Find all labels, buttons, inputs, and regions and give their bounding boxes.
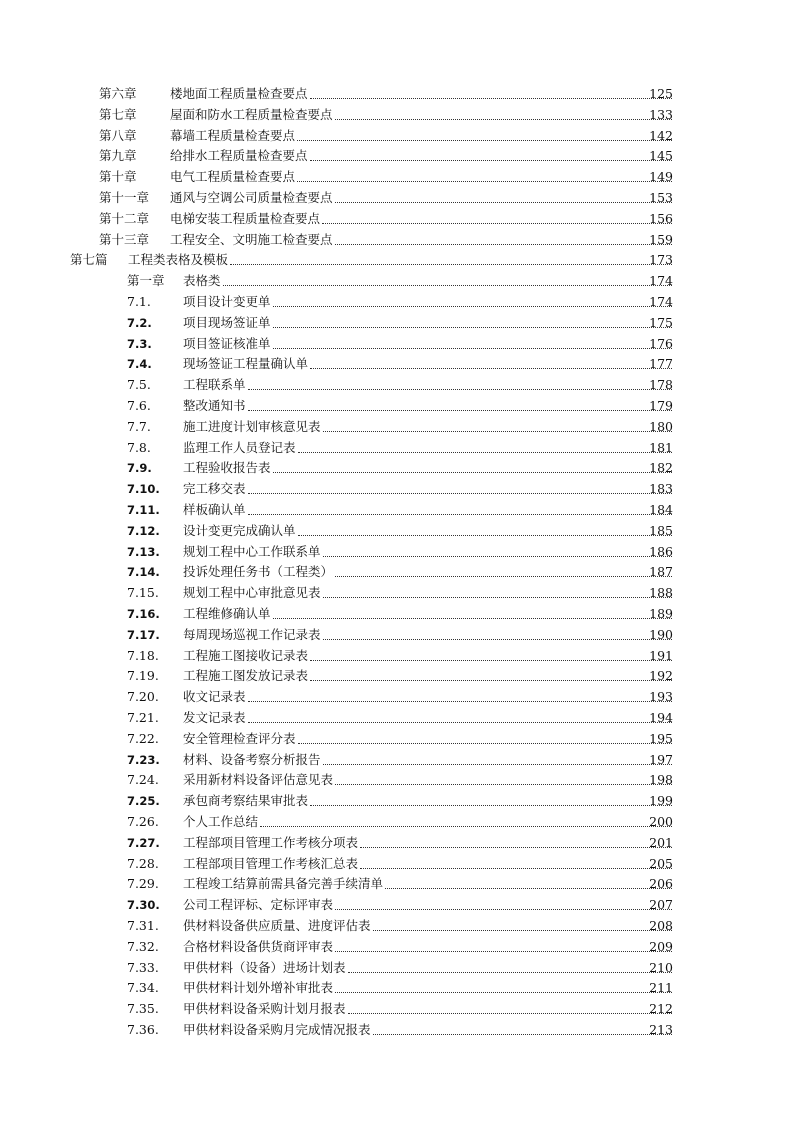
toc-title-line — [183, 440, 672, 456]
toc-row[interactable] — [0, 542, 794, 562]
toc-page-number: 185 — [649, 522, 673, 538]
dot-leader — [373, 1033, 672, 1035]
toc-row[interactable] — [0, 916, 794, 936]
toc-page-number: 198 — [649, 772, 673, 788]
toc-number: 第七章 — [99, 106, 137, 122]
toc-number: 7.13. — [127, 544, 160, 559]
toc-row[interactable] — [0, 521, 794, 541]
toc-title: 监理工作人员登记表 — [183, 439, 296, 455]
toc-title-line — [183, 460, 672, 476]
dot-leader — [230, 263, 672, 265]
toc-number: 7.15. — [127, 585, 159, 601]
toc-title-line — [183, 668, 672, 684]
dot-leader — [260, 825, 672, 827]
toc-title-line — [183, 772, 672, 788]
toc-page-number: 193 — [649, 689, 673, 705]
dot-leader — [310, 679, 672, 681]
toc-row[interactable] — [0, 999, 794, 1019]
dot-leader — [297, 139, 672, 141]
dot-leader — [310, 97, 672, 99]
toc-title-line — [183, 273, 672, 289]
toc-number: 7.19. — [127, 668, 159, 684]
toc-number: 第七篇 — [70, 252, 108, 268]
toc-number: 第六章 — [99, 86, 137, 101]
toc-page-number: 197 — [649, 751, 673, 767]
toc-title-line — [170, 148, 672, 164]
toc-page-number: 213 — [649, 1022, 673, 1037]
toc-title-line — [170, 128, 672, 144]
toc-title: 表格类 — [183, 273, 221, 289]
toc-title-line — [183, 294, 672, 310]
toc-page-number: 159 — [649, 231, 673, 247]
toc-number: 第九章 — [99, 148, 137, 164]
toc-number: 7.29. — [127, 876, 159, 892]
toc-row[interactable] — [0, 105, 794, 125]
toc-number: 7.7. — [127, 418, 151, 434]
toc-number: 7.33. — [127, 959, 159, 975]
toc-title: 工程联系单 — [183, 377, 246, 393]
dot-leader — [323, 763, 672, 765]
toc-number: 7.11. — [127, 503, 160, 517]
toc-number: 7.20. — [127, 689, 159, 705]
toc-page-number: 188 — [649, 585, 673, 601]
toc-page-number: 173 — [649, 252, 673, 268]
toc-number: 7.36. — [127, 1022, 159, 1037]
toc-row[interactable] — [0, 874, 794, 894]
dot-leader — [335, 991, 672, 993]
toc-title: 设计变更完成确认单 — [183, 522, 296, 538]
toc-page-number: 145 — [649, 148, 673, 164]
toc-page-number: 142 — [649, 127, 673, 143]
toc-number: 7.5. — [127, 377, 151, 393]
toc-number: 7.27. — [127, 835, 160, 850]
toc-row[interactable] — [0, 687, 794, 707]
dot-leader — [310, 804, 672, 806]
toc-title: 工程维修确认单 — [183, 606, 271, 621]
toc-row[interactable] — [0, 458, 794, 478]
toc-title-line — [183, 1022, 672, 1038]
toc-row[interactable] — [0, 146, 794, 166]
dot-leader — [248, 721, 672, 723]
toc-title: 甲供材料设备采购计划月报表 — [183, 1001, 346, 1017]
dot-leader — [360, 867, 672, 869]
toc-title-line — [128, 252, 672, 268]
toc-title: 工程施工图接收记录表 — [183, 647, 309, 663]
dot-leader — [360, 846, 672, 848]
dot-leader — [335, 243, 672, 245]
toc-title-line — [183, 315, 672, 331]
toc-number: 7.26. — [127, 814, 159, 829]
toc-title: 楼地面工程质量检查要点 — [170, 86, 308, 101]
dot-leader — [335, 908, 672, 910]
toc-title: 给排水工程质量检查要点 — [170, 148, 308, 164]
toc-title: 工程验收报告表 — [183, 460, 271, 476]
toc-number: 7.18. — [127, 647, 159, 663]
toc-page-number: 194 — [649, 710, 673, 725]
toc-title-line — [183, 585, 672, 601]
toc-row[interactable] — [0, 937, 794, 957]
toc-page-number: 201 — [649, 834, 673, 850]
toc-title: 公司工程评标、定标评审表 — [183, 897, 334, 913]
toc-row[interactable] — [0, 84, 794, 104]
toc-row[interactable] — [0, 188, 794, 208]
toc-page-number: 206 — [649, 876, 673, 892]
dot-leader — [348, 1012, 672, 1014]
toc-page-number: 192 — [649, 668, 673, 684]
dot-leader — [323, 430, 672, 432]
toc-title-line — [183, 835, 672, 851]
toc-title: 项目签证核准单 — [183, 335, 271, 351]
toc-title: 合格材料设备供货商评审表 — [183, 938, 334, 954]
toc-title-line — [183, 523, 672, 539]
toc-title-line — [183, 793, 672, 809]
toc-title-line — [183, 648, 672, 664]
toc-title-line — [170, 232, 672, 248]
dot-leader — [335, 575, 672, 577]
toc-page-number: 174 — [649, 294, 673, 309]
toc-number: 7.28. — [127, 855, 159, 871]
toc-number: 7.31. — [127, 918, 159, 933]
toc-title: 电气工程质量检查要点 — [170, 169, 296, 185]
toc-page-number: 179 — [649, 398, 673, 413]
toc-row[interactable] — [0, 812, 794, 832]
toc-title: 投诉处理任务书（工程类） — [183, 564, 334, 580]
toc-title-line — [183, 502, 672, 518]
toc-title: 采用新材料设备评估意见表 — [183, 772, 334, 788]
toc-row[interactable] — [0, 770, 794, 790]
toc-row[interactable] — [0, 666, 794, 686]
toc-title-line — [183, 856, 672, 872]
dot-leader — [273, 326, 672, 328]
dot-leader — [298, 451, 672, 453]
dot-leader — [310, 159, 672, 161]
toc-title-line — [183, 689, 672, 705]
toc-number: 7.25. — [127, 794, 160, 809]
toc-row[interactable] — [0, 1020, 794, 1040]
toc-row[interactable] — [0, 833, 794, 853]
toc-page-number: 184 — [649, 502, 673, 517]
toc-row[interactable] — [0, 396, 794, 416]
toc-number: 7.35. — [127, 1001, 159, 1017]
toc-page-number: 176 — [649, 335, 673, 351]
toc-title: 甲供材料设备采购月完成情况报表 — [183, 1022, 371, 1037]
toc-title: 工程部项目管理工作考核汇总表 — [183, 855, 359, 871]
toc-title: 材料、设备考察分析报告 — [183, 751, 321, 767]
toc-row[interactable] — [0, 417, 794, 437]
toc-title-line — [183, 939, 672, 955]
dot-leader — [273, 471, 672, 473]
dot-leader — [373, 929, 672, 931]
dot-leader — [248, 492, 672, 494]
dot-leader — [335, 950, 672, 952]
dot-leader — [335, 118, 672, 120]
toc-title-line — [183, 377, 672, 393]
toc-title-line — [183, 1001, 672, 1017]
dot-leader — [323, 638, 672, 640]
toc-number: 7.9. — [127, 461, 152, 476]
toc-title: 现场签证工程量确认单 — [183, 356, 309, 372]
toc-number: 7.16. — [127, 607, 160, 621]
toc-row[interactable] — [0, 334, 794, 354]
toc-title-line — [183, 876, 672, 892]
toc-title: 甲供材料（设备）进场计划表 — [183, 959, 346, 975]
toc-title-line — [183, 980, 672, 996]
toc-number: 第一章 — [127, 273, 165, 289]
toc-number: 7.4. — [127, 357, 152, 372]
toc-number: 第十三章 — [99, 231, 150, 247]
toc-page-number: 199 — [649, 793, 673, 809]
toc-title-line — [183, 544, 672, 560]
toc-title-line — [183, 481, 672, 497]
dot-leader — [310, 659, 672, 661]
toc-title-line — [170, 190, 672, 206]
toc-title: 发文记录表 — [183, 710, 246, 725]
toc-page-number: 149 — [649, 169, 673, 185]
toc-row[interactable] — [0, 354, 794, 374]
toc-row[interactable] — [0, 292, 794, 312]
toc-page-number: 212 — [649, 1001, 673, 1017]
toc-number: 第八章 — [99, 127, 137, 143]
dot-leader — [273, 305, 672, 307]
toc-page-number: 200 — [649, 814, 673, 829]
toc-number: 7.14. — [127, 565, 160, 580]
toc-row[interactable] — [0, 895, 794, 915]
toc-row[interactable] — [0, 230, 794, 250]
dot-leader — [273, 617, 672, 619]
toc-title-line — [183, 606, 672, 622]
toc-title: 电梯安装工程质量检查要点 — [170, 210, 321, 226]
toc-title-line — [183, 731, 672, 747]
dot-leader — [248, 700, 672, 702]
toc-title: 个人工作总结 — [183, 814, 259, 829]
dot-leader — [323, 555, 672, 557]
toc-row[interactable] — [0, 978, 794, 998]
toc-title-line — [183, 814, 672, 830]
toc-title: 样板确认单 — [183, 502, 246, 517]
toc-row[interactable] — [0, 500, 794, 520]
toc-number: 7.23. — [127, 752, 160, 767]
toc-page-number: 210 — [649, 959, 673, 975]
toc-title: 工程部项目管理工作考核分项表 — [183, 834, 359, 850]
toc-row[interactable] — [0, 479, 794, 499]
toc-number: 7.24. — [127, 772, 159, 788]
toc-number: 7.2. — [127, 315, 152, 330]
toc-row[interactable] — [0, 729, 794, 749]
toc-page-number: 191 — [649, 647, 673, 663]
toc-page-number: 187 — [649, 564, 673, 580]
toc-title-line — [183, 356, 672, 372]
dot-leader — [298, 742, 672, 744]
toc-number: 7.22. — [127, 730, 159, 746]
toc-number: 7.17. — [127, 627, 160, 642]
toc-row[interactable] — [0, 375, 794, 395]
toc-number: 7.1. — [127, 294, 151, 309]
toc-row[interactable] — [0, 750, 794, 770]
toc-title-line — [170, 107, 672, 123]
toc-title-line — [170, 86, 672, 102]
toc-title: 幕墙工程质量检查要点 — [170, 127, 296, 143]
toc-row[interactable] — [0, 438, 794, 458]
toc-page-number: 190 — [649, 626, 673, 642]
toc-title: 工程安全、文明施工检查要点 — [170, 231, 333, 247]
toc-page-number: 174 — [649, 273, 673, 289]
toc-row[interactable] — [0, 958, 794, 978]
dot-leader — [273, 347, 672, 349]
dot-leader — [335, 201, 672, 203]
toc-title: 项目现场签证单 — [183, 314, 271, 330]
toc-title-line — [183, 336, 672, 352]
dot-leader — [385, 887, 672, 889]
dot-leader — [248, 513, 672, 515]
toc-title: 整改通知书 — [183, 398, 246, 413]
toc-title-line — [170, 169, 672, 185]
toc-row[interactable] — [0, 854, 794, 874]
toc-row[interactable] — [0, 271, 794, 291]
toc-title: 屋面和防水工程质量检查要点 — [170, 106, 333, 122]
toc-title-line — [183, 710, 672, 726]
toc-number: 7.34. — [127, 980, 159, 996]
toc-title-line — [183, 897, 672, 913]
toc-title-line — [183, 752, 672, 768]
dot-leader — [248, 388, 672, 390]
toc-title: 完工移交表 — [183, 481, 246, 497]
toc-title-line — [183, 564, 672, 580]
dot-leader — [335, 783, 672, 785]
dot-leader — [348, 971, 672, 973]
toc-page-number: 189 — [649, 606, 673, 621]
dot-leader — [322, 222, 672, 224]
toc-title-line — [183, 419, 672, 435]
toc-number: 7.12. — [127, 523, 160, 538]
toc-title-line — [183, 398, 672, 414]
toc-page-number: 178 — [649, 377, 673, 393]
toc-title: 项目设计变更单 — [183, 294, 271, 309]
toc-title-line — [183, 627, 672, 643]
toc-row[interactable] — [0, 791, 794, 811]
toc-number: 7.3. — [127, 336, 152, 351]
toc-page-number: 186 — [649, 543, 673, 559]
toc-title-line — [183, 960, 672, 976]
toc-page-number: 181 — [649, 439, 673, 455]
toc-number: 7.8. — [127, 439, 151, 455]
toc-title-line — [170, 211, 672, 227]
toc-row[interactable] — [0, 126, 794, 146]
toc-number: 7.30. — [127, 898, 160, 913]
toc-title: 甲供材料计划外增补审批表 — [183, 980, 334, 996]
toc-number: 7.6. — [127, 398, 151, 413]
toc-row[interactable] — [0, 209, 794, 229]
dot-leader — [323, 596, 672, 598]
toc-title: 安全管理检查评分表 — [183, 730, 296, 746]
toc-page-number: 182 — [649, 460, 673, 476]
toc-page-number: 211 — [649, 980, 673, 996]
toc-row[interactable] — [0, 604, 794, 624]
toc-row[interactable] — [0, 562, 794, 582]
toc-row[interactable] — [0, 708, 794, 728]
toc-number: 7.21. — [127, 710, 159, 725]
toc-page-number: 209 — [649, 938, 673, 954]
toc-page-number: 205 — [649, 855, 673, 871]
toc-title: 通风与空调公司质量检查要点 — [170, 190, 333, 205]
toc-page-number: 175 — [649, 314, 673, 330]
toc-title: 供材料设备供应质量、进度评估表 — [183, 918, 371, 933]
toc-title: 承包商考察结果审批表 — [183, 793, 309, 809]
toc-page-number: 125 — [649, 86, 673, 101]
toc-page-number: 195 — [649, 730, 673, 746]
toc-number: 第十二章 — [99, 210, 150, 226]
toc-row[interactable] — [0, 167, 794, 187]
toc-title-line — [183, 918, 672, 934]
dot-leader — [298, 534, 672, 536]
toc-page-number: 183 — [649, 481, 673, 497]
toc-page-number: 156 — [649, 210, 673, 226]
toc-page-number: 177 — [649, 356, 673, 372]
toc-title: 规划工程中心审批意见表 — [183, 585, 321, 601]
toc-row[interactable] — [0, 625, 794, 645]
toc-row[interactable] — [0, 250, 794, 270]
toc-page-number: 207 — [649, 897, 673, 913]
toc-title: 施工进度计划审核意见表 — [183, 418, 321, 434]
toc-row[interactable] — [0, 583, 794, 603]
toc-title: 工程竣工结算前需具备完善手续清单 — [183, 876, 384, 892]
toc-title: 规划工程中心工作联系单 — [183, 543, 321, 559]
toc-page-number: 153 — [649, 190, 673, 205]
toc-number: 第十一章 — [99, 190, 150, 205]
dot-leader — [248, 409, 672, 411]
toc-number: 7.32. — [127, 938, 159, 954]
dot-leader — [223, 284, 672, 286]
toc-number: 第十章 — [99, 169, 137, 185]
toc-title: 收文记录表 — [183, 689, 246, 705]
dot-leader — [297, 180, 672, 182]
toc-row[interactable] — [0, 313, 794, 333]
toc-title: 每周现场巡视工作记录表 — [183, 626, 321, 642]
toc-page-number: 180 — [649, 418, 673, 434]
toc-number: 7.10. — [127, 482, 160, 497]
dot-leader — [310, 367, 672, 369]
toc-page-number: 133 — [649, 106, 673, 122]
toc-title: 工程施工图发放记录表 — [183, 668, 309, 684]
toc-title: 工程类表格及模板 — [128, 252, 229, 268]
toc-row[interactable] — [0, 646, 794, 666]
toc-page-number: 208 — [649, 918, 673, 933]
